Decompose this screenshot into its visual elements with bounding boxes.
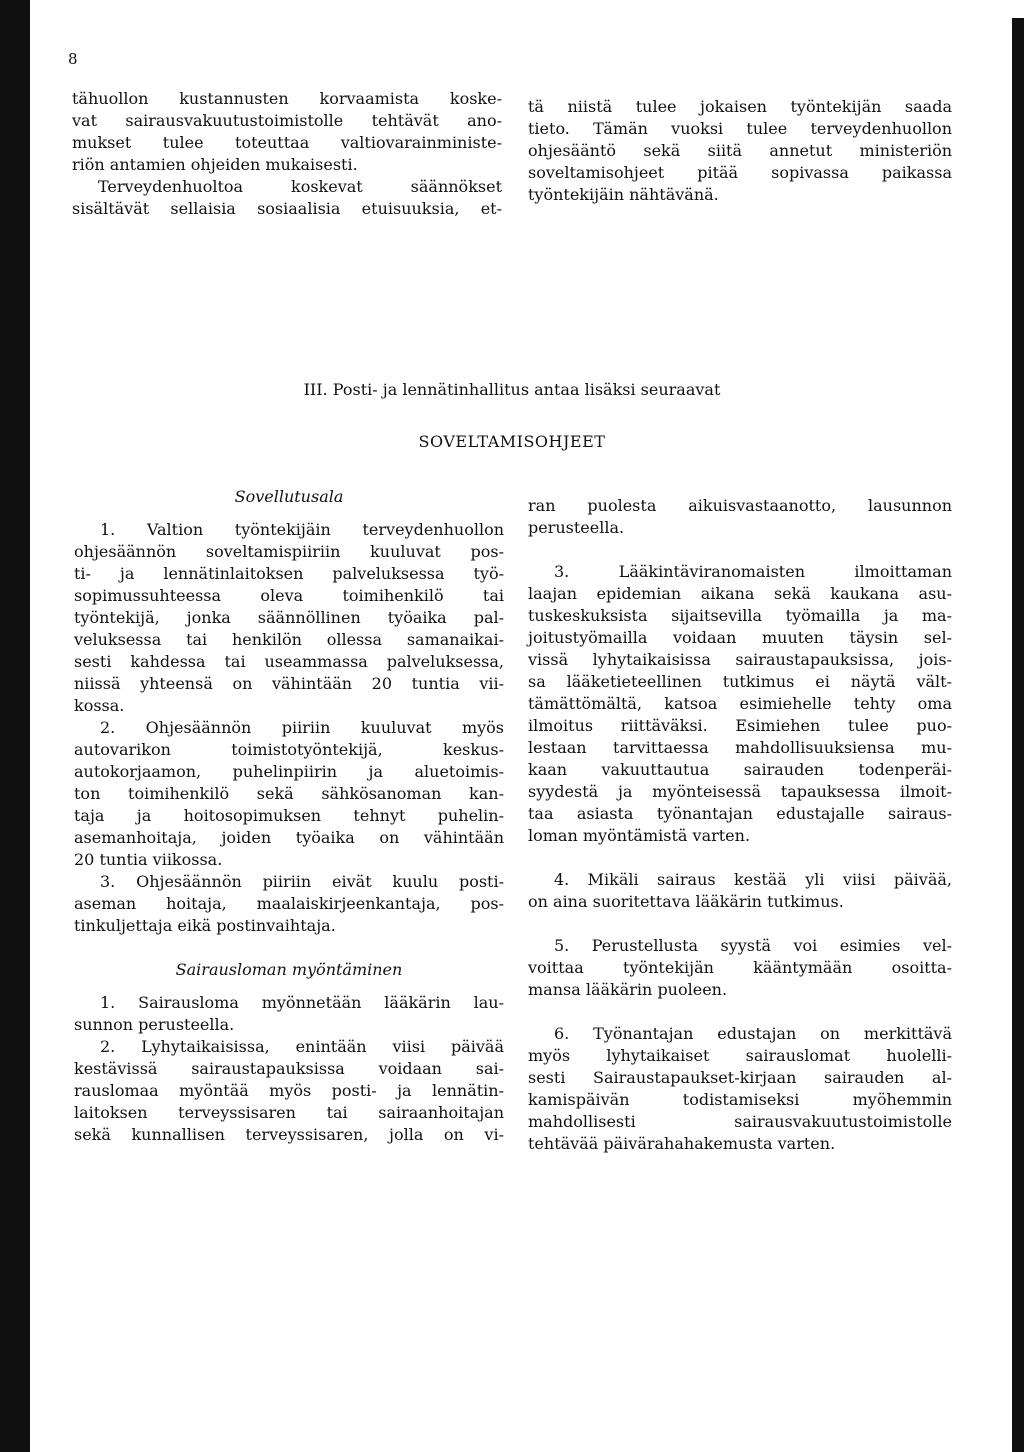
text-line: voittaa työntekijän kääntymään osoitta- (528, 958, 952, 977)
text-line: sunnon perusteella. (74, 1015, 235, 1034)
text-line: tämättömältä, katsoa esimiehelle tehty oma (528, 694, 952, 713)
text-line: ti- ja lennätinlaitoksen palveluksessa työ- (74, 564, 504, 583)
text-line: 3. Lääkintäviranomaisten ilmoittaman (554, 562, 952, 581)
text-line: loman myöntämistä varten. (528, 826, 751, 845)
text-line: laitoksen terveyssisaren tai sairaanhoitajan (74, 1103, 504, 1122)
scan-edge-right-gap (1012, 0, 1024, 18)
text-line: sa lääketieteellinen tutkimus ei näytä vält- (528, 672, 952, 691)
text-line: asemanhoitaja, joiden työaika on vähintään (74, 828, 504, 847)
text-line: ton toimihenkilö sekä sähkösanoman kan- (74, 784, 504, 803)
text-line: 3. Ohjesäännön piiriin eivät kuulu posti- (100, 872, 504, 891)
text-line: kaan vakuuttautua sairauden todenperäi- (528, 760, 952, 779)
text-line: niissä yhteensä on vähintään 20 tuntia vii- (74, 674, 504, 693)
section-heading: III. Posti- ja lennätinhallitus antaa lisäksi seuraavat (303, 380, 721, 399)
scan-edge-left (0, 0, 30, 1452)
text-line: joitustyömailla voidaan muuten täysin sel- (528, 628, 952, 647)
text-line: ohjesääntö sekä siitä annetut ministeriön (528, 141, 952, 160)
text-line: ilmoitus riittäväksi. Esimiehen tulee puo- (528, 716, 952, 735)
subheading-sovellutusala: Sovellutusala (234, 487, 344, 506)
text-line: tieto. Tämän vuoksi tulee terveydenhuollon (528, 119, 952, 138)
section-title: SOVELTAMISOHJEET (418, 432, 606, 451)
text-line: sesti Sairaustapaukset-kirjaan sairauden al- (528, 1068, 952, 1087)
text-line: Terveydenhuoltoa koskevat säännökset (98, 177, 502, 196)
text-line: tuskeskuksista sijaitsevilla työmailla ja ma- (528, 606, 952, 625)
text-line: tä niistä tulee jokaisen työntekijän saada (528, 97, 952, 116)
text-line: autokorjaamon, puhelinpiirin ja aluetoimis- (74, 762, 504, 781)
text-line: työntekijä, jonka säännöllinen työaika pal- (74, 608, 504, 627)
text-line: mahdollisesti sairausvakuutustoimistolle (528, 1112, 952, 1131)
text-line: vissä lyhytaikaisissa sairaustapauksissa, jois- (528, 650, 952, 669)
text-line: mansa lääkärin puoleen. (528, 980, 728, 999)
text-line: 2. Ohjesäännön piiriin kuuluvat myös (100, 718, 504, 737)
text-line: perusteella. (528, 518, 625, 537)
subheading-sairausloman-myontaminen: Sairausloman myöntäminen (175, 960, 403, 979)
left-column (74, 486, 504, 1146)
text-line: kestävissä sairaustapauksissa voidaan sai- (74, 1059, 504, 1078)
text-line: 1. Valtion työntekijäin terveydenhuollon (100, 520, 504, 539)
text-line: riön antamien ohjeiden mukaisesti. (72, 155, 358, 174)
text-line: autovarikon toimistotyöntekijä, keskus- (74, 740, 504, 759)
text-line: tinkuljettaja eikä postinvaihtaja. (74, 916, 336, 935)
text-line: lestaan tarvittaessa mahdollisuuksiensa mu- (528, 738, 952, 757)
page-number: 8 (68, 50, 79, 68)
text-line: sekä kunnallisen terveyssisaren, jolla on vi- (74, 1125, 504, 1144)
text-line: syydestä ja myönteisessä tapauksessa ilmoit- (528, 782, 952, 801)
text-line: taja ja hoitosopimuksen tehnyt puhelin- (74, 806, 504, 825)
text-line: aseman hoitaja, maalaiskirjeenkantaja, pos- (74, 894, 504, 913)
text-line: työntekijäin nähtävänä. (528, 185, 719, 204)
text-line: laajan epidemian aikana sekä kaukana asu- (528, 584, 952, 603)
text-line: mukset tulee toteuttaa valtiovarainministe- (72, 133, 502, 152)
text-line: ran puolesta aikuisvastaanotto, lausunnon (528, 496, 952, 515)
text-line: kossa. (74, 696, 125, 715)
top-left-column (72, 88, 502, 220)
text-line: sesti kahdessa tai useammassa palveluksessa, (74, 652, 504, 671)
text-line: kamispäivän todistamiseksi myöhemmin (528, 1090, 952, 1109)
text-line: ohjesäännön soveltamispiiriin kuuluvat pos- (74, 542, 504, 561)
text-line: rauslomaa myöntää myös posti- ja lennätin- (74, 1081, 504, 1100)
text-line: on aina suoritettava lääkärin tutkimus. (528, 892, 844, 911)
scan-edge-right (1012, 18, 1024, 1452)
right-column (528, 495, 952, 1155)
text-line: 4. Mikäli sairaus kestää yli viisi päivää, (554, 870, 952, 889)
text-line: vat sairausvakuutustoimistolle tehtävät ano- (72, 111, 502, 130)
text-line: 6. Työnantajan edustajan on merkittävä (554, 1024, 952, 1043)
text-line: tähuollon kustannusten korvaamista koske- (72, 89, 502, 108)
text-line: 5. Perustellusta syystä voi esimies vel- (554, 936, 952, 955)
text-line: soveltamisohjeet pitää sopivassa paikassa (528, 163, 952, 182)
top-right-column (528, 96, 952, 206)
text-line: myös lyhytaikaiset sairauslomat huolelli- (528, 1046, 952, 1065)
text-line: veluksessa tai henkilön ollessa samanaikai- (74, 630, 504, 649)
text-line: 20 tuntia viikossa. (74, 850, 223, 869)
text-line: 1. Sairausloma myönnetään lääkärin lau- (100, 993, 504, 1012)
text-line: sisältävät sellaisia sosiaalisia etuisuuksia, et- (72, 199, 502, 218)
text-line: taa asiasta työnantajan edustajalle sairaus- (528, 804, 952, 823)
text-line: tehtävää päivärahahakemusta varten. (528, 1134, 836, 1153)
text-line: sopimussuhteessa oleva toimihenkilö tai (74, 586, 504, 605)
text-line: 2. Lyhytaikaisissa, enintään viisi päivää (100, 1037, 504, 1056)
